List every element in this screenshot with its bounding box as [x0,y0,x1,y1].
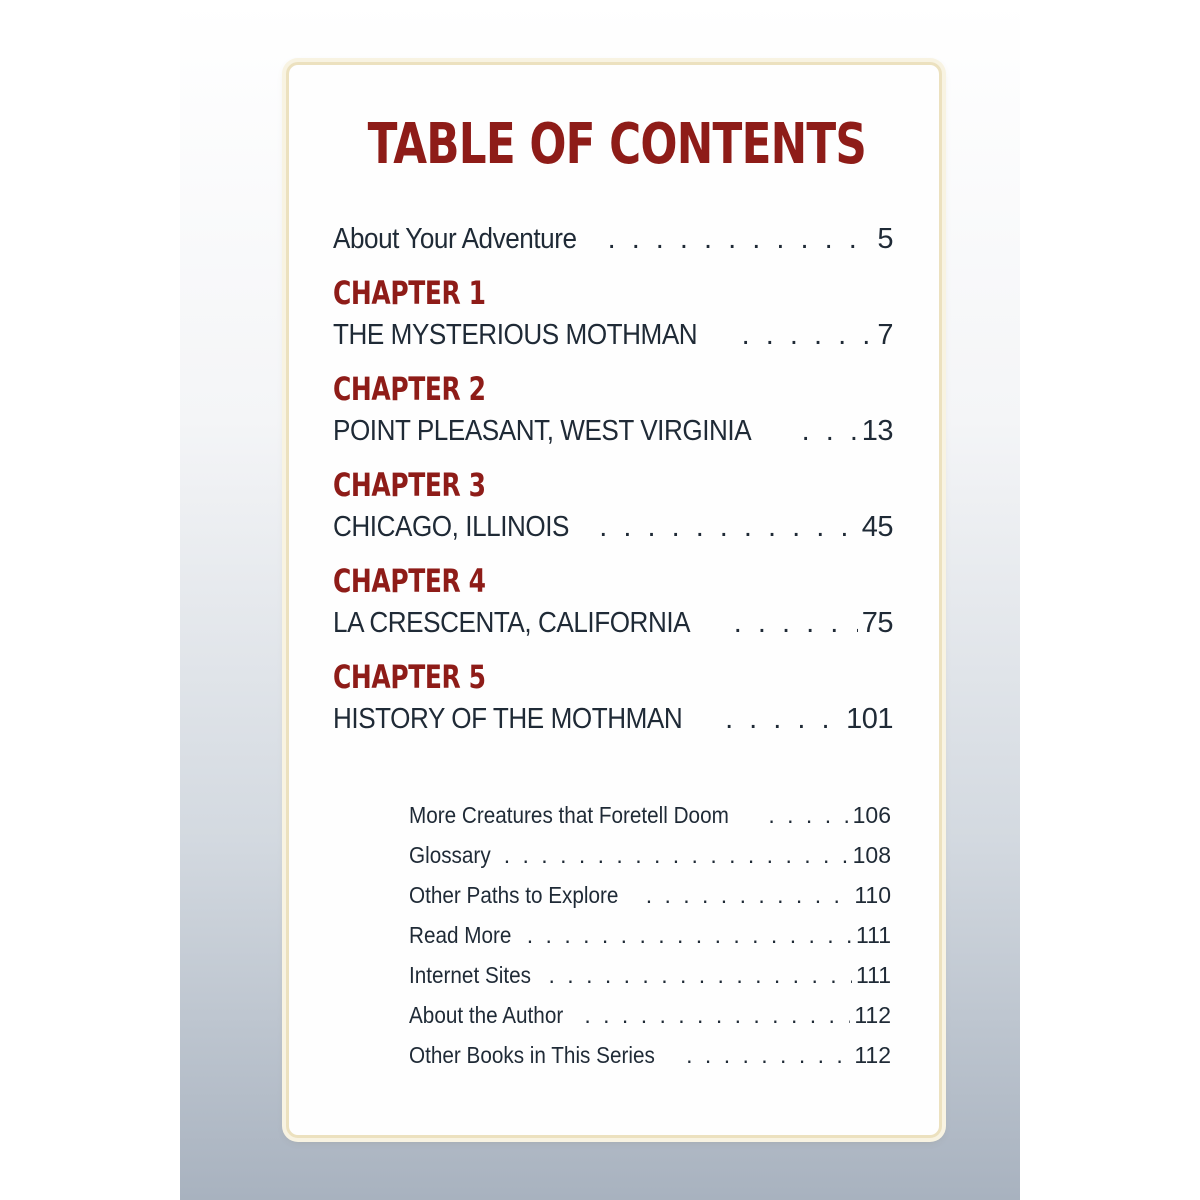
back-matter-label: Glossary [409,842,491,868]
back-matter-item[interactable] [409,915,891,955]
back-matter-item[interactable] [409,795,891,835]
page-number: 101 [846,703,893,735]
page-number: 45 [861,511,893,543]
chapter-title-line [333,697,893,741]
dot-leader [646,875,851,915]
page-number: 112 [854,1002,891,1028]
back-matter-label: About the Author [409,1002,564,1028]
dot-leader [734,601,858,645]
toc-entries [333,217,893,741]
page-number: 110 [854,882,891,908]
chapter-title: POINT PLEASANT, WEST VIRGINIA [333,415,752,447]
entry-label: About Your Adventure [333,223,577,255]
chapter-title-line [333,409,893,453]
back-matter-item[interactable] [409,1035,891,1075]
back-matter-label: Read More [409,922,512,948]
chapter-heading: CHAPTER 5 [333,658,486,696]
back-matter-item[interactable] [409,875,891,915]
dot-leader [527,915,852,955]
chapter-title: LA CRESCENTA, CALIFORNIA [333,607,691,639]
page-number: 7 [877,319,893,351]
toc-title: TABLE OF CONTENTS [367,112,867,177]
page-number: 112 [854,1042,891,1068]
chapter-heading: CHAPTER 3 [333,466,486,504]
page-number: 111 [856,962,891,988]
chapter-title: CHICAGO, ILLINOIS [333,511,570,543]
dot-leader [768,795,848,835]
toc-entry-intro[interactable] [333,217,893,261]
chapter-2[interactable] [333,369,893,453]
back-matter-label: Other Books in This Series [409,1042,655,1068]
page-number: 108 [852,842,891,868]
dot-leader [725,697,842,741]
chapter-title-line [333,601,893,645]
chapter-title-line [333,313,893,357]
dot-leader [686,1035,850,1075]
back-matter-label: Internet Sites [409,962,531,988]
chapter-1[interactable] [333,273,893,357]
dot-leader [549,955,853,995]
dot-leader [599,505,858,549]
page-number: 111 [856,922,891,948]
back-matter-item[interactable] [409,995,891,1035]
chapter-4[interactable] [333,561,893,645]
back-matter-item[interactable] [409,955,891,995]
back-matter-list [409,795,891,1075]
chapter-title: THE MYSTERIOUS MOTHMAN [333,319,698,351]
dot-leader [504,835,849,875]
dot-leader [742,313,874,357]
back-matter-item[interactable] [409,835,891,875]
back-matter-label: Other Paths to Explore [409,882,619,908]
dot-leader [608,217,874,261]
chapter-heading: CHAPTER 4 [333,562,486,600]
page-number: 13 [861,415,893,447]
dot-leader [802,409,858,453]
chapter-title-line [333,505,893,549]
dot-leader [584,995,850,1035]
back-matter-label: More Creatures that Foretell Doom [409,802,729,828]
chapter-heading: CHAPTER 1 [333,274,486,312]
page-number: 106 [852,802,891,828]
chapter-title: HISTORY OF THE MOTHMAN [333,703,683,735]
toc-page [286,62,942,1138]
page-number: 75 [861,607,893,639]
page-number: 5 [877,223,893,255]
chapter-3[interactable] [333,465,893,549]
chapter-5[interactable] [333,657,893,741]
chapter-heading: CHAPTER 2 [333,370,486,408]
